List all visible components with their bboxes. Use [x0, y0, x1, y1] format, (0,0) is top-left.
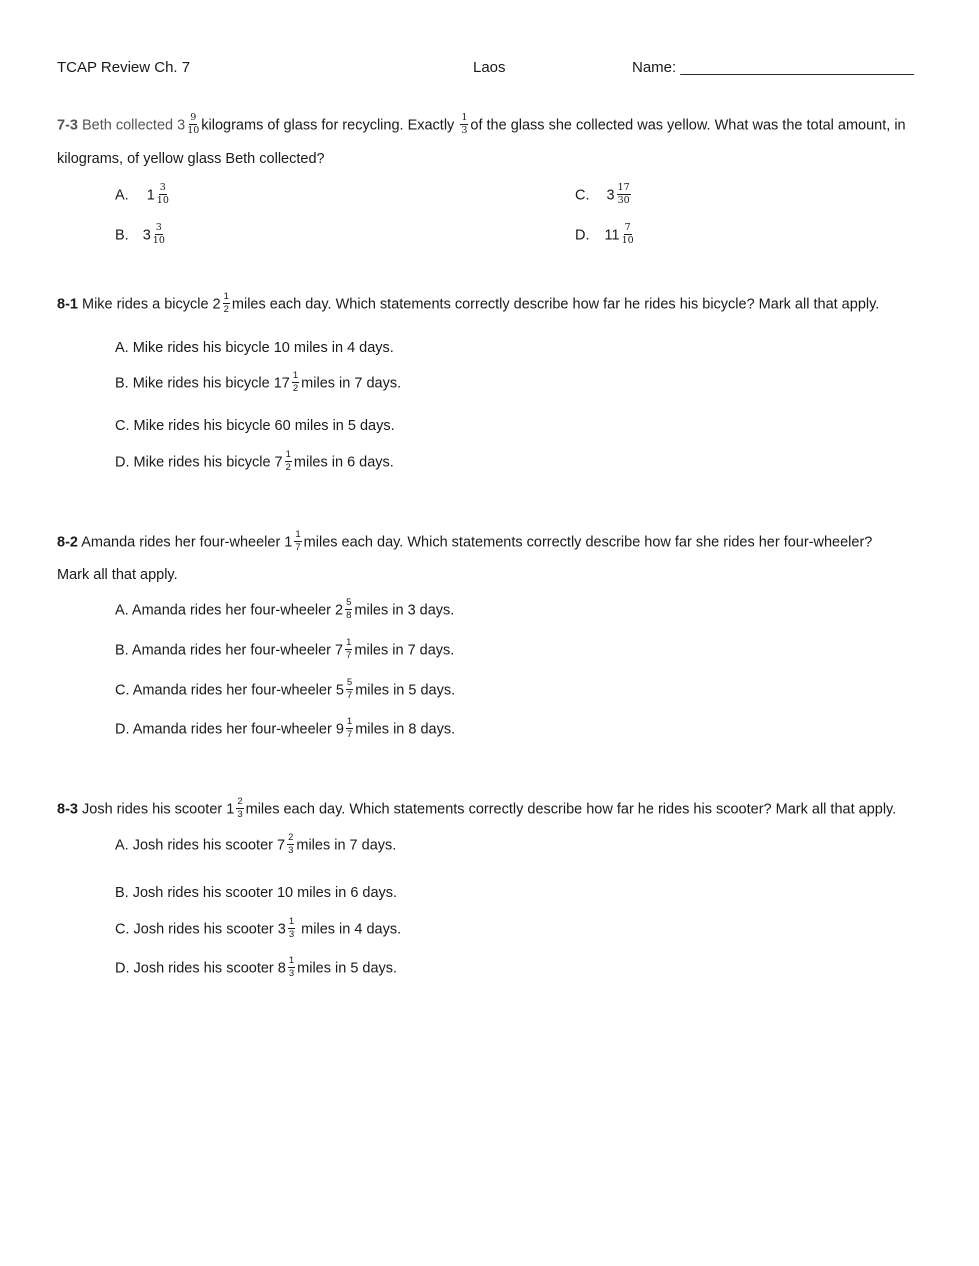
fraction: $\frac{3}{10}$: [156, 182, 169, 206]
whole-number: 11: [604, 227, 620, 244]
fraction: $\frac{9}{10}$: [187, 112, 200, 136]
option-text: miles in 3 days.: [354, 602, 455, 619]
whole-number: 1: [146, 187, 155, 204]
fraction: $\frac{5}{8}$: [346, 597, 352, 621]
question-number: 8-3: [57, 801, 78, 818]
option-letter: B.: [115, 227, 129, 244]
fraction: $\frac{1}{7}$: [295, 529, 301, 553]
question-text: of the glass she collected was yellow. What was the total amount, in: [470, 117, 906, 134]
question-7-3-line2: kilograms, of yellow glass Beth collected?: [57, 151, 325, 167]
question-number: 7-3: [57, 117, 78, 134]
option-text: B. Amanda rides her four-wheeler 7: [115, 642, 344, 659]
question-text: Mike rides a bicycle 2: [82, 296, 221, 313]
fraction: $\frac{1}{2}$: [292, 370, 299, 394]
fraction: $\frac{1}{7}$: [346, 637, 352, 661]
fraction: $\frac{1}{2}$: [285, 449, 291, 473]
whole-number: 3: [142, 227, 151, 244]
option-text: miles in 8 days.: [355, 721, 456, 738]
question-text: Amanda rides her four-wheeler 1: [81, 534, 293, 551]
option-c[interactable]: [575, 184, 633, 207]
whole-number: 3: [606, 187, 615, 204]
question-8-2-line1: [57, 531, 872, 554]
option-b[interactable]: [115, 639, 454, 662]
fraction: $\frac{2}{3}$: [237, 796, 243, 820]
question-8-2-line2: Mark all that apply.: [57, 567, 178, 583]
option-text: D. Mike rides his bicycle 7: [115, 454, 283, 471]
option-text: D. Josh rides his scooter 8: [115, 960, 286, 977]
option-text: miles in 5 days.: [297, 960, 398, 977]
option-text: C. Josh rides his scooter 3: [115, 921, 286, 938]
option-d[interactable]: [575, 224, 636, 247]
option-b[interactable]: B. Josh rides his scooter 10 miles in 6 days.: [115, 885, 398, 901]
option-text: miles in 7 days.: [354, 642, 455, 659]
option-text: C. Amanda rides her four-wheeler 5: [115, 682, 344, 699]
option-text: D. Amanda rides her four-wheeler 9: [115, 721, 344, 738]
option-text: A. Josh rides his scooter 7: [115, 837, 286, 854]
fraction: $\frac{17}{30}$: [617, 182, 630, 206]
question-text: kilograms of glass for recycling. Exactly: [201, 117, 455, 134]
fraction: $\frac{1}{7}$: [346, 716, 353, 740]
option-text: miles in 4 days.: [297, 921, 402, 938]
teacher-name: Laos: [473, 59, 506, 76]
question-text: miles each day. Which statements correctly describe how far he rides his bicycle? Mark all that apply.: [231, 296, 880, 313]
fraction: $\frac{2}{3}$: [288, 832, 294, 856]
option-c[interactable]: [115, 918, 401, 941]
fraction: $\frac{7}{10}$: [621, 222, 634, 246]
fraction: $\frac{1}{3}$: [288, 916, 295, 940]
question-8-3-stem: [57, 798, 896, 821]
option-c[interactable]: C. Mike rides his bicycle 60 miles in 5 days.: [115, 418, 395, 434]
fraction: $\frac{1}{3}$: [461, 112, 468, 136]
question-text: Josh rides his scooter 1: [82, 801, 235, 818]
fraction: $\frac{1}{3}$: [288, 955, 295, 979]
option-text: A. Amanda rides her four-wheeler 2: [115, 602, 344, 619]
option-text: miles in 7 days.: [301, 375, 402, 392]
option-d[interactable]: [115, 718, 455, 741]
worksheet-title: TCAP Review Ch. 7: [57, 59, 191, 76]
question-number: 8-2: [57, 534, 78, 551]
option-c[interactable]: [115, 679, 455, 702]
option-letter: A.: [115, 187, 129, 204]
question-8-1-stem: [57, 293, 879, 316]
option-b[interactable]: [115, 372, 401, 395]
question-text: Beth collected 3: [82, 117, 186, 134]
fraction: $\frac{5}{7}$: [346, 677, 353, 701]
option-a[interactable]: [115, 599, 454, 622]
option-d[interactable]: [115, 957, 397, 980]
option-d[interactable]: [115, 451, 394, 474]
option-text: B. Mike rides his bicycle 17: [115, 375, 290, 392]
option-letter: C.: [575, 187, 590, 204]
option-letter: D.: [575, 227, 590, 244]
option-b[interactable]: [115, 224, 167, 247]
fraction: $\frac{1}{2}$: [223, 291, 229, 315]
student-name-field: Name: ____________________________: [632, 59, 914, 76]
question-text: miles each day. Which statements correctly describe how far she rides her four-wheeler?: [303, 534, 873, 551]
option-a[interactable]: A. Mike rides his bicycle 10 miles in 4 days.: [115, 340, 394, 356]
option-text: miles in 6 days.: [293, 454, 394, 471]
question-7-3-line1: [57, 114, 906, 137]
option-text: miles in 7 days.: [296, 837, 397, 854]
option-a[interactable]: [115, 184, 171, 207]
option-a[interactable]: [115, 834, 396, 857]
question-number: 8-1: [57, 296, 78, 313]
question-text: miles each day. Which statements correctly describe how far he rides his scooter? Mark all that apply.: [245, 801, 897, 818]
fraction: $\frac{3}{10}$: [152, 222, 165, 246]
option-text: miles in 5 days.: [355, 682, 456, 699]
